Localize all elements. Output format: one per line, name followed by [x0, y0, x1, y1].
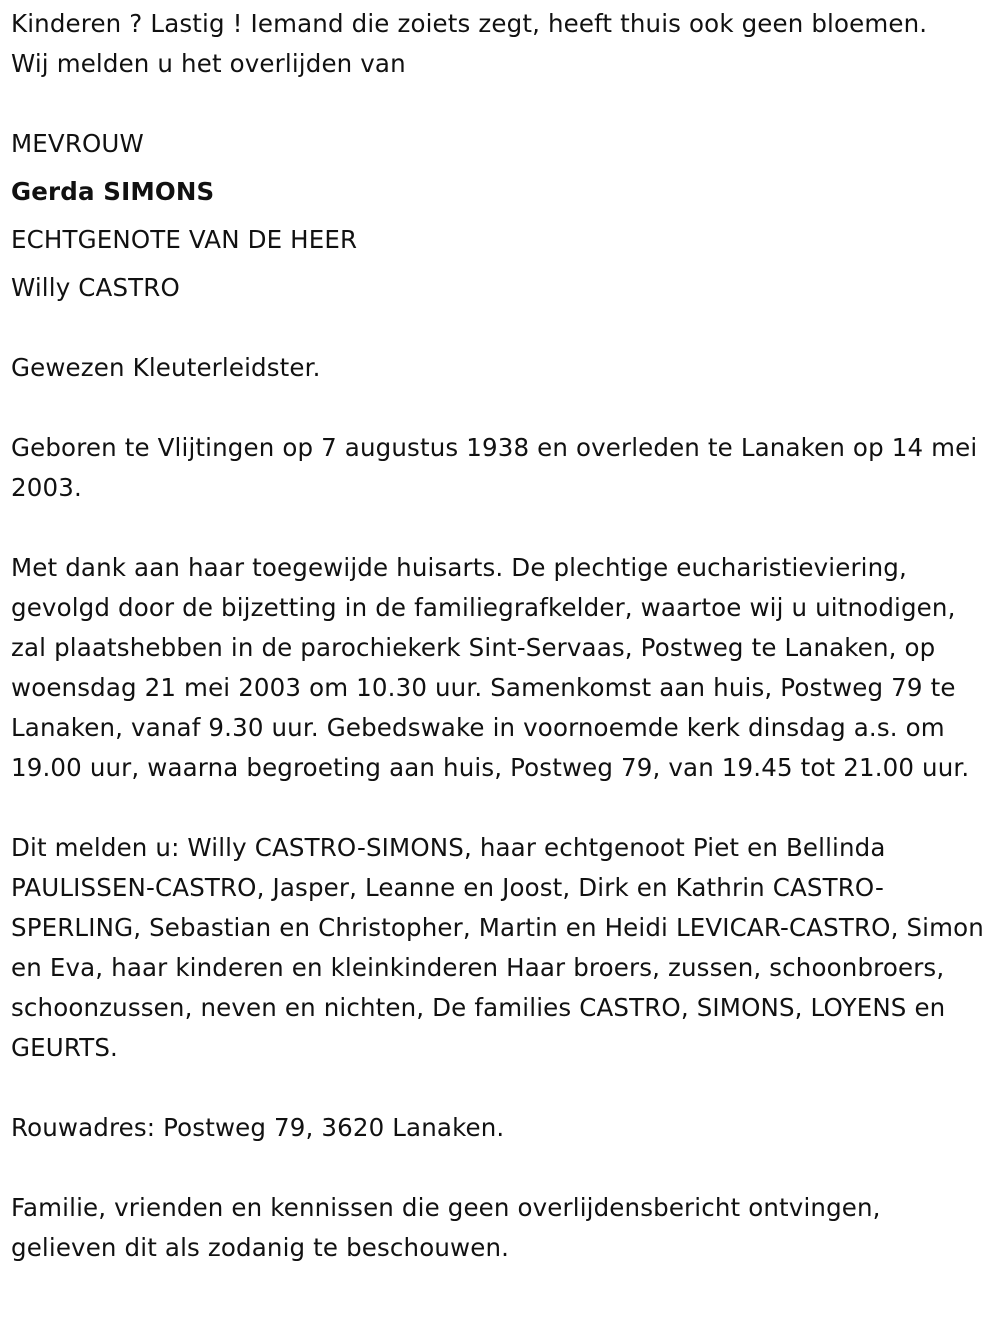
address-text: Rouwadres: Postweg 79, 3620 Lanaken.	[11, 1113, 505, 1142]
spouse-name: Willy CASTRO	[11, 273, 180, 302]
spacer	[11, 788, 988, 828]
relation-label: ECHTGENOTE VAN DE HEER	[11, 225, 358, 254]
closing-text: Familie, vrienden en kennissen die geen overlijdensbericht ontvingen, gelieven dit als zodanig te beschouwen.	[11, 1193, 881, 1262]
birth-death-text: Geboren te Vlijtingen op 7 augustus 1938 en overleden te Lanaken op 14 mei 2003.	[11, 433, 978, 502]
spacer	[11, 388, 988, 428]
announcement-line: Wij melden u het overlijden van	[11, 49, 406, 78]
spacer	[11, 212, 988, 220]
intro-line: Kinderen ? Lastig ! Iemand die zoiets zegt, heeft thuis ook geen bloemen.	[11, 9, 928, 38]
spacer	[11, 164, 988, 172]
spacer	[11, 1068, 988, 1108]
spacer	[11, 260, 988, 268]
spacer	[11, 84, 988, 124]
title-label: MEVROUW	[11, 129, 144, 158]
spacer	[11, 1148, 988, 1188]
spacer	[11, 308, 988, 348]
spacer	[11, 508, 988, 548]
ceremony-text: Met dank aan haar toegewijde huisarts. De plechtige eucharistieviering, gevolgd door de bijzetting in de familiegrafkelder, waartoe wij u uitnodigen, zal plaatshebben in de parochiekerk Sint-Servaas, Postweg te Lanaken, op woensdag 21 mei 2003 om 10.30 uur. Samenkomst aan huis, Postweg 79 te Lanaken, vanaf 9.30 uur. Gebedswake in voornoemde kerk dinsdag a.s. om 19.00 uur, waarna begroeting aan huis, Postweg 79, van 19.45 tot 21.00 uur.	[11, 553, 970, 782]
deceased-name: Gerda SIMONS	[11, 177, 215, 206]
occupation-text: Gewezen Kleuterleidster.	[11, 353, 321, 382]
family-text: Dit melden u: Willy CASTRO-SIMONS, haar echtgenoot Piet en Bellinda PAULISSEN-CASTRO, Jasper, Leanne en Joost, Dirk en Kathrin CASTRO-SPERLING, Sebastian en Christopher, Martin en Heidi LEVICAR-CASTRO, Simon en Eva, haar kinderen en kleinkinderen Haar broers, zussen, schoonbroers, schoonzussen, neven en nichten, De families CASTRO, SIMONS, LOYENS en GEURTS.	[11, 833, 984, 1062]
